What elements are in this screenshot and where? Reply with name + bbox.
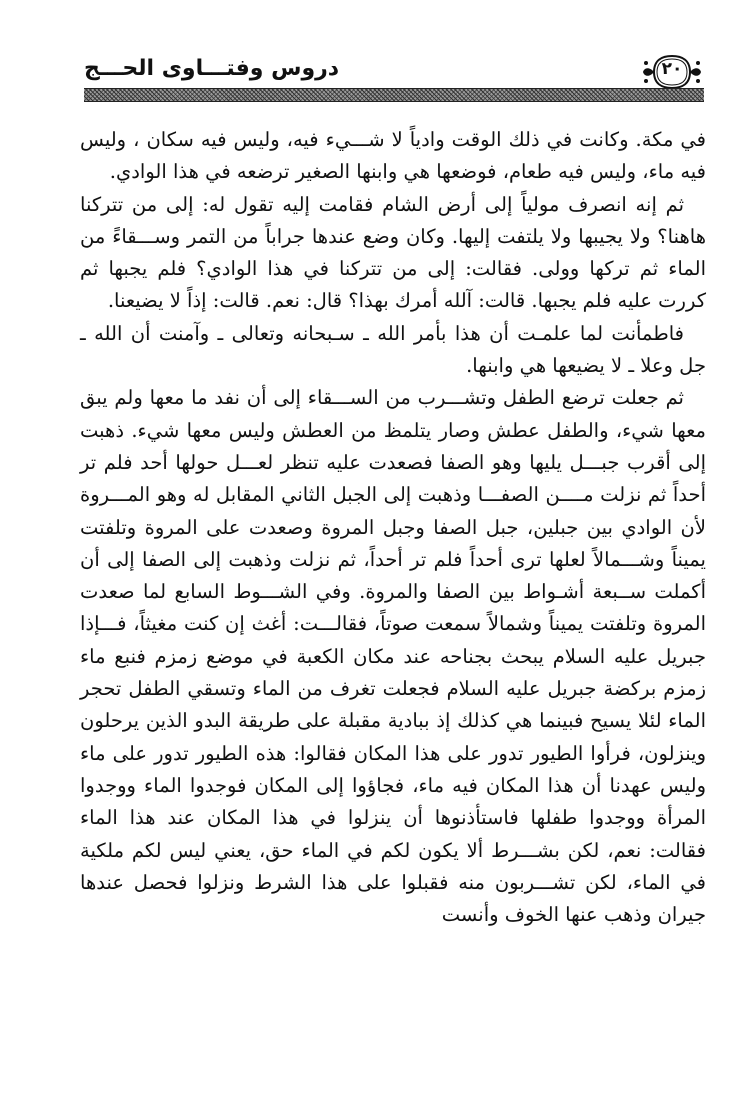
book-title: دروس وفتـــاوى الحـــج [84,56,340,81]
body-text [80,124,706,931]
paragraph: فاطمأنت لما علمـت أن هذا بأمر الله ـ سـبحانه وتعالى ـ وآمنت أن الله ـ جل وعلا ـ لا يضيعها هي وابنها. [80,321,706,378]
paragraph: ثم إنه انصرف مولياً إلى أرض الشام فقامت إليه تقول له: إلى من تتركنا هاهنا؟ ولا يجيبها ولا يلتفت إليها. وكان وضع عندها جراباً من التمر وســـقاءً من الماء ثم تركها وولى. فقالت: إلى من تتركنا في هذا الوادي؟ فلم يجبها ثم كررت عليه فلم يجبها. قالت: آلله أمرك بهذا؟ قال: نعم. قالت: إذاً لا يضيعنا. [80,192,706,313]
page-number: ٢٠ [661,59,683,79]
paragraph: ثم جعلت ترضع الطفل وتشـــرب من الســـقاء إلى أن نفد ما معها ولم يبق معها شيء، والطفل عطش وصار يتلمظ من العطش وليس معها شيء. ذهبت إلى أقرب جبـــل يليها وهو الصفا فصعدت عليه تنظر لعـــل حولها أحد فلم تر أحداً ثم نزلت مــــن الصفـــا وذهبت إلى الجبل الثاني المقابل له وهو المـــروة لأن الوادي بين جبلين، جبل الصفا وجبل المروة وصعدت على المروة وتلفتت يميناً وشـــمالاً لعلها ترى أحداً فلم تر أحداً، ثم نزلت وذهبت إلى الصفا إلى أن أكملت ســبعة أشـواط بين الصفا والمروة. وفي الشـــوط السابع لما صعدت المروة وتلفتت يميناً وشمالاً سمعت صوتاً، فقالـــت: أغث إن كنت مغيثاً، فـــإذا جبريل عليه السلام يبحث بجناحه عند مكان الكعبة في موضع زمزم فنبع ماء زمزم بركضة جبريل عليه السلام فجعلت تغرف من الماء وتسقي الطفل تحجر الماء لئلا يسيح فبينما هي كذلك إذ ببادية مقبلة على طريقة البدو الذين يرحلون وينزلون، فرأوا الطيور تدور على هذا المكان فقالوا: هذه الطيور تدور على ماء وليس عهدنا أن هذا المكان فيه ماء، فجاؤوا إلى المكان فوجدوا الماء ووجدوا المرأة ووجدوا طفلها فاستأذنوها أن ينزلوا في هذا المكان عند هذا الماء فقالت: نعم، لكن بشـــرط ألا يكون لكم في الماء حق، يعني ليس لكم ملكية في الماء، لكن تشـــربون منه فقبلوا على هذا الشرط ونزلوا فحصل عندها جيران وذهب عنها الخوف وأنست [80,386,706,927]
page-number-badge [640,52,704,92]
paragraph: في مكة. وكانت في ذلك الوقت وادياً لا شـــيء فيه، وليس فيه سكان ، وليس فيه ماء، وليس فيه طعام، فوضعها هي وابنها الصغير ترضعه في هذا الوادي. [80,128,706,184]
header-divider [84,88,704,102]
